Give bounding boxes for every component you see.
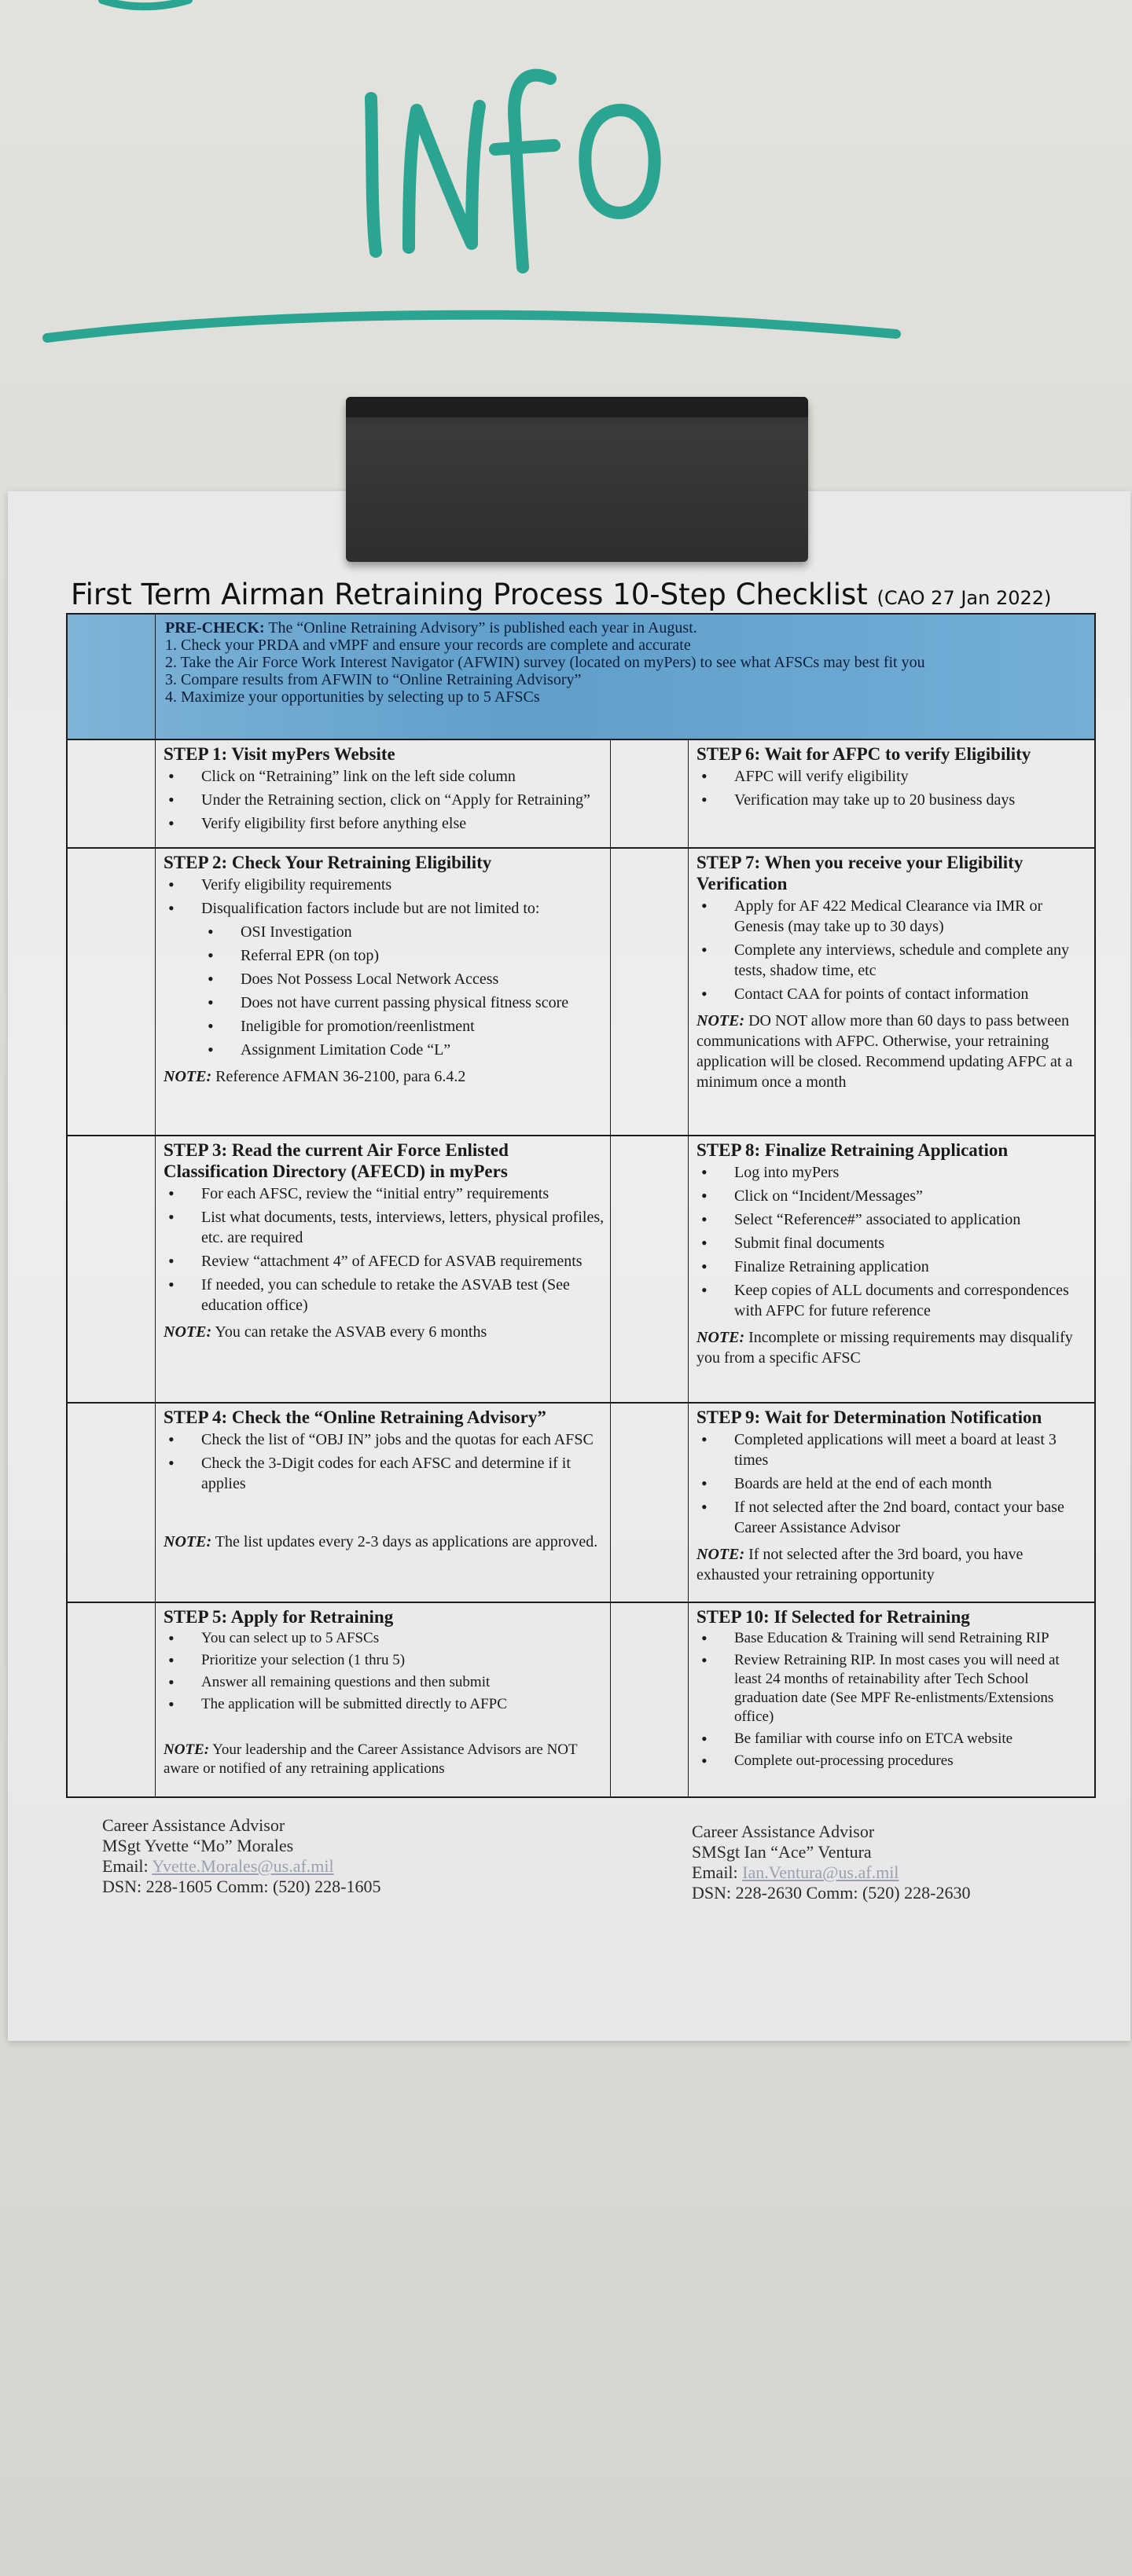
list-item: • Complete any interviews, schedule and complete any tests, shadow time, etc: [696, 940, 1090, 981]
list-item: • Check the 3-Digit codes for each AFSC and determine if it applies: [164, 1453, 608, 1494]
list-item: • Base Education & Training will send Retraining RIP: [696, 1629, 1090, 1648]
row-steps-4-9: [68, 1404, 1094, 1603]
list-item: • Disqualification factors include but are not limited to:: [164, 898, 608, 919]
list-item: • AFPC will verify eligibility: [696, 766, 1090, 787]
contact-role: Career Assistance Advisor: [102, 1815, 285, 1835]
sub-list-item: • Ineligible for promotion/reenlistment: [164, 1016, 608, 1037]
list-item: • Apply for AF 422 Medical Clearance via IMR or Genesis (may take up to 30 days): [696, 896, 1090, 937]
contact-phone: DSN: 228-2630 Comm: (520) 228-2630: [692, 1883, 971, 1903]
list-item: • List what documents, tests, interviews, letters, physical profiles, etc. are required: [164, 1207, 608, 1248]
contact-phone: DSN: 228-1605 Comm: (520) 228-1605: [102, 1877, 381, 1896]
step-3: [164, 1139, 608, 1342]
contact-name: SMSgt Ian “Ace” Ventura: [692, 1842, 872, 1862]
list-item: • If not selected after the 2nd board, contact your base Career Assistance Advisor: [696, 1497, 1090, 1538]
list-item: • Prioritize your selection (1 thru 5): [164, 1651, 608, 1670]
step-note: NOTE: Your leadership and the Career Assistance Advisors are NOT aware or notified of any retraining applications: [164, 1741, 578, 1777]
step-6: [696, 743, 1090, 813]
list-item: • Completed applications will meet a board at least 3 times: [696, 1429, 1090, 1470]
row-steps-2-7: [68, 849, 1094, 1136]
step-note: NOTE: Reference AFMAN 36-2100, para 6.4.2: [164, 1068, 466, 1085]
title-date: (CAO 27 Jan 2022): [877, 587, 1052, 609]
step-4: [164, 1407, 608, 1552]
step-7: [696, 852, 1090, 1092]
title-text: First Term Airman Retraining Process 10-Step Checklist: [71, 578, 868, 611]
magnetic-clip: [346, 397, 808, 562]
step-note: NOTE: You can retake the ASVAB every 6 months: [164, 1323, 487, 1341]
step-note: NOTE: The list updates every 2-3 days as applications are approved.: [164, 1533, 598, 1550]
list-item: • Check the list of “OBJ IN” jobs and the quotas for each AFSC: [164, 1429, 608, 1450]
sub-list-item: • Does Not Possess Local Network Access: [164, 969, 608, 989]
checklist-table: [66, 613, 1096, 1798]
step-1: [164, 743, 604, 837]
precheck-item: 3. Compare results from AFWIN to “Online Retraining Advisory”: [165, 671, 582, 688]
sub-list-item: • Assignment Limitation Code “L”: [164, 1040, 608, 1060]
step-note: NOTE: DO NOT allow more than 60 days to pass between communications with AFPC. Otherwise, your retraining application will be closed. Recommend updating AFPC at a minimum once a month: [696, 1012, 1073, 1091]
step-title: STEP 10: If Selected for Retraining: [696, 1607, 970, 1627]
step-title: STEP 2: Check Your Retraining Eligibility: [164, 853, 492, 872]
step-2: [164, 852, 608, 1087]
step-title: STEP 5: Apply for Retraining: [164, 1607, 394, 1627]
step-note: NOTE: Incomplete or missing requirements may disqualify you from a specific AFSC: [696, 1329, 1073, 1367]
step-title: STEP 7: When you receive your Eligibility Verification: [696, 853, 1024, 894]
list-item: • Finalize Retraining application: [696, 1257, 1090, 1277]
precheck-item: 2. Take the Air Force Work Interest Navigator (AFWIN) survey (located on myPers) to see what AFSCs may best fit you: [165, 654, 925, 671]
precheck-item: 1. Check your PRDA and vMPF and ensure your records are complete and accurate: [165, 637, 691, 654]
precheck-intro: The “Online Retraining Advisory” is published each year in August.: [268, 619, 697, 637]
step-title: STEP 6: Wait for AFPC to verify Eligibility: [696, 744, 1031, 764]
row-steps-3-8: [68, 1136, 1094, 1404]
list-item: • Keep copies of ALL documents and correspondences with AFPC for future reference: [696, 1280, 1090, 1321]
step-9: [696, 1407, 1090, 1585]
list-item: • Review Retraining RIP. In most cases you will need at least 24 months of retainability after Tech School graduation date (See MPF Re-enlistments/Extensions office): [696, 1651, 1090, 1727]
list-item: • Verify eligibility first before anything else: [164, 813, 604, 834]
precheck-section: [68, 615, 1094, 740]
list-item: • Under the Retraining section, click on “Apply for Retraining”: [164, 790, 604, 810]
checklist-paper: [8, 491, 1130, 2041]
list-item: • Review “attachment 4” of AFECD for ASVAB requirements: [164, 1251, 608, 1271]
list-item: • Click on “Incident/Messages”: [696, 1186, 1090, 1206]
step-title: STEP 9: Wait for Determination Notification: [696, 1407, 1042, 1427]
list-item: • The application will be submitted directly to AFPC: [164, 1695, 608, 1714]
list-item: • If needed, you can schedule to retake the ASVAB test (See education office): [164, 1275, 608, 1316]
step-8: [696, 1139, 1090, 1368]
list-item: • Submit final documents: [696, 1233, 1090, 1253]
contact-left: Career Assistance Advisor MSgt Yvette “Mo” Morales Email: Yvette.Morales@us.af.mil DSN: 228-1605 Comm: (520) 228-1605: [102, 1815, 574, 1897]
contact-right: Career Assistance Advisor SMSgt Ian “Ace” Ventura Email: Ian.Ventura@us.af.mil DSN: 228-2630 Comm: (520) 228-2630: [692, 1822, 1116, 1903]
sub-list-item: • OSI Investigation: [164, 922, 608, 942]
sub-list-item: • Does not have current passing physical fitness score: [164, 993, 608, 1013]
row-steps-5-10: [68, 1603, 1094, 1796]
step-title: STEP 1: Visit myPers Website: [164, 744, 395, 764]
row-steps-1-6: [68, 740, 1094, 849]
page-title: [71, 578, 1108, 611]
contact-name: MSgt Yvette “Mo” Morales: [102, 1836, 294, 1855]
list-item: • Contact CAA for points of contact information: [696, 984, 1090, 1004]
step-10: [696, 1606, 1090, 1774]
step-title: STEP 4: Check the “Online Retraining Advisory”: [164, 1407, 546, 1427]
list-item: • Be familiar with course info on ETCA website: [696, 1730, 1090, 1749]
sub-list-item: • Referral EPR (on top): [164, 945, 608, 966]
underline-stroke: [0, 0, 1132, 369]
step-5: [164, 1606, 608, 1778]
precheck-item: 4. Maximize your opportunities by selecting up to 5 AFSCs: [165, 688, 540, 706]
list-item: • Verification may take up to 20 business days: [696, 790, 1090, 810]
step-note: NOTE: If not selected after the 3rd board, you have exhausted your retraining opportunity: [696, 1546, 1024, 1583]
precheck-label: PRE-CHECK:: [165, 619, 265, 637]
contact-email[interactable]: Ian.Ventura@us.af.mil: [742, 1862, 899, 1882]
contact-role: Career Assistance Advisor: [692, 1822, 875, 1841]
step-title: STEP 3: Read the current Air Force Enlisted Classification Directory (AFECD) in myPers: [164, 1140, 509, 1181]
contact-email[interactable]: Yvette.Morales@us.af.mil: [152, 1856, 334, 1876]
list-item: • You can select up to 5 AFSCs: [164, 1629, 608, 1648]
list-item: • Select “Reference#” associated to application: [696, 1209, 1090, 1230]
list-item: • Answer all remaining questions and then submit: [164, 1673, 608, 1692]
list-item: • Boards are held at the end of each month: [696, 1473, 1090, 1494]
list-item: • Log into myPers: [696, 1162, 1090, 1183]
list-item: • Click on “Retraining” link on the left side column: [164, 766, 604, 787]
step-title: STEP 8: Finalize Retraining Application: [696, 1140, 1009, 1160]
list-item: • Complete out-processing procedures: [696, 1752, 1090, 1771]
list-item: • For each AFSC, review the “initial entry” requirements: [164, 1183, 608, 1204]
list-item: • Verify eligibility requirements: [164, 875, 608, 895]
